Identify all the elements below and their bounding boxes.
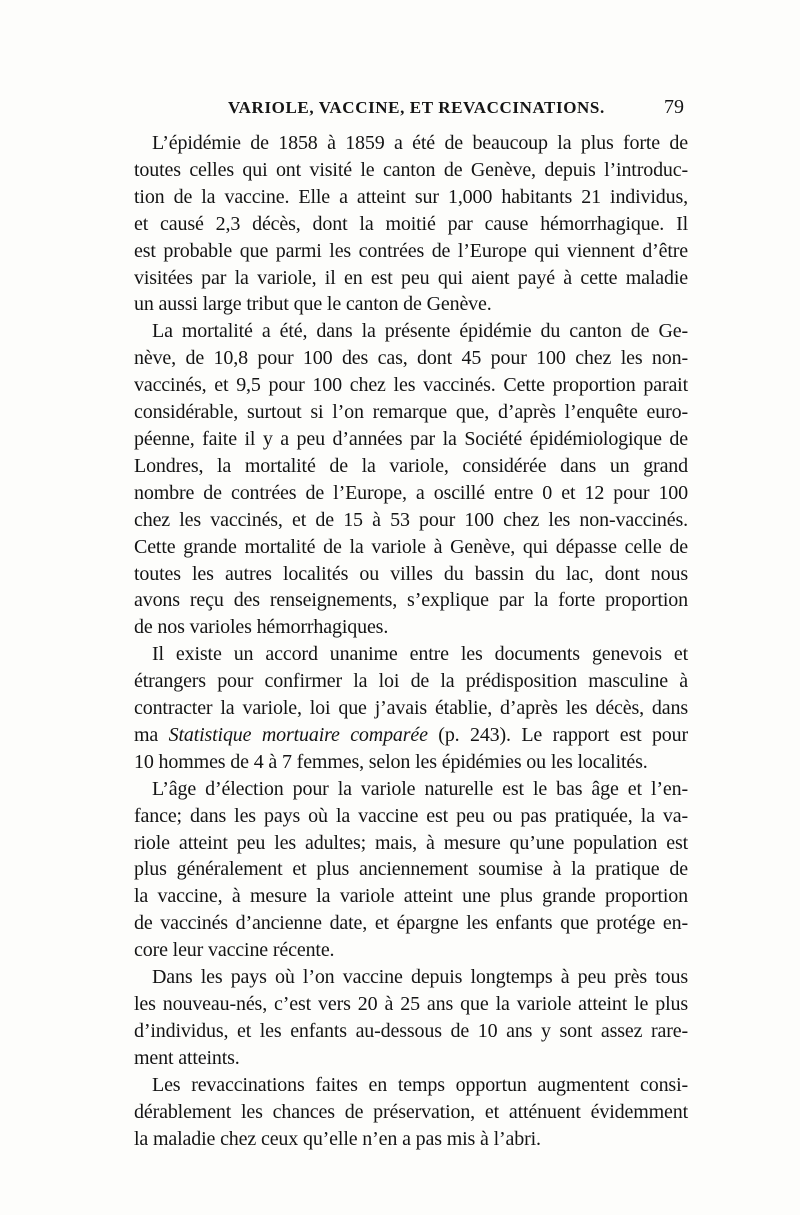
text-line: nombre de contrées de l’Europe, a oscillé entre 0 et 12 pour 100 xyxy=(134,481,688,504)
paragraph-4 xyxy=(116,776,688,964)
text-line: toutes les autres localités ou villes du bassin du lac, dont nous xyxy=(134,562,688,585)
text-line: tion de la vaccine. Elle a atteint sur 1,000 habitants 21 individus, xyxy=(134,185,688,208)
body-text xyxy=(116,130,688,1152)
text-line: de vaccinés d’ancienne date, et épargne les enfants que protége en- xyxy=(134,912,688,935)
text-fragment: ma xyxy=(134,723,169,746)
text-line: péenne, faite il y a peu d’années par la Société épidémiologique de xyxy=(134,427,688,450)
text-line: L’âge d’élection pour la variole naturelle est le bas âge et l’en- xyxy=(152,777,688,800)
text-line: nève, de 10,8 pour 100 des cas, dont 45 pour 100 chez les non- xyxy=(134,347,688,370)
text-line: ment atteints. xyxy=(134,1046,240,1069)
text-line: Il existe un accord unanime entre les documents genevois et xyxy=(152,643,688,666)
text-line: dérablement les chances de préservation, et atténuent évidemment xyxy=(134,1100,688,1123)
text-line: les nouveau-nés, c’est vers 20 à 25 ans que la variole atteint le plus xyxy=(134,993,688,1015)
text-line: riole atteint peu les adultes; mais, à mesure qu’une population est xyxy=(134,831,688,854)
text-line: chez les vaccinés, et de 15 à 53 pour 100 chez les non-vaccinés. xyxy=(134,508,688,531)
paragraph-5 xyxy=(116,964,688,1072)
paragraph-3 xyxy=(116,641,688,776)
text-fragment: (p. 243). Le rapport est pour xyxy=(427,723,689,746)
text-line: L’épidémie de 1858 à 1859 a été de beaucoup la plus forte de xyxy=(152,132,688,154)
text-line: Les revaccinations faites en temps opportun augmentent consi- xyxy=(152,1073,688,1096)
text-line: la maladie chez ceux qu’elle n’en a pas mis à l’abri. xyxy=(134,1127,541,1150)
text-line: étrangers pour confirmer la loi de la prédisposition masculine à xyxy=(134,670,688,693)
text-line-with-title xyxy=(116,722,688,749)
text-line: un aussi large tribut que le canton de Genève. xyxy=(134,293,492,316)
text-line: fance; dans les pays où la vaccine est peu ou pas pratiquée, la va- xyxy=(134,804,688,827)
text-line: vaccinés, et 9,5 pour 100 chez les vaccinés. Cette proportion parait xyxy=(134,374,688,397)
text-line: et causé 2,3 décès, dont la moitié par cause hémorrhagique. Il xyxy=(134,212,688,235)
text-line: La mortalité a été, dans la présente épidémie du canton de Ge- xyxy=(152,320,688,343)
text-line: Cette grande mortalité de la variole à Genève, qui dépasse celle de xyxy=(134,535,688,558)
paragraph-2 xyxy=(116,318,688,641)
text-line: la vaccine, à mesure la variole atteint une plus grande proportion xyxy=(134,885,688,908)
text-line: visitées par la variole, il en est peu qui aient payé à cette maladie xyxy=(134,266,688,289)
text-line: core leur vaccine récente. xyxy=(134,939,335,962)
text-line: plus généralement et plus anciennement soumise à la pratique de xyxy=(134,858,688,881)
text-line: Dans les pays où l’on vaccine depuis longtemps à peu près tous xyxy=(152,966,688,989)
text-line: est probable que parmi les contrées de l’Europe qui viennent d’être xyxy=(134,239,688,262)
running-title: VARIOLE, VACCINE, ET REVACCINATIONS. xyxy=(228,98,605,117)
paragraph-1 xyxy=(116,130,688,318)
text-line: de nos varioles hémorrhagiques. xyxy=(134,616,389,639)
text-line: 10 hommes de 4 à 7 femmes, selon les épidémies ou les localités. xyxy=(134,750,648,773)
page-number: 79 xyxy=(664,96,684,118)
text-line: avons reçu des renseignements, s’explique par la forte proportion xyxy=(134,589,688,612)
text-line: Londres, la mortalité de la variole, considérée dans un grand xyxy=(134,454,688,477)
paragraph-6 xyxy=(116,1072,688,1153)
text-line: toutes celles qui ont visité le canton de Genève, depuis l’introduc- xyxy=(134,158,688,181)
page-header xyxy=(116,98,690,124)
text-line: contracter la variole, loi que j’avais établie, d’après les décès, dans xyxy=(134,697,688,720)
cited-work-title: Statistique mortuaire comparée xyxy=(168,723,428,746)
text-line: d’individus, et les enfants au-dessous de 10 ans y sont assez rare- xyxy=(134,1019,688,1042)
text-line: considérable, surtout si l’on remarque que, d’après l’enquête euro- xyxy=(134,401,688,424)
